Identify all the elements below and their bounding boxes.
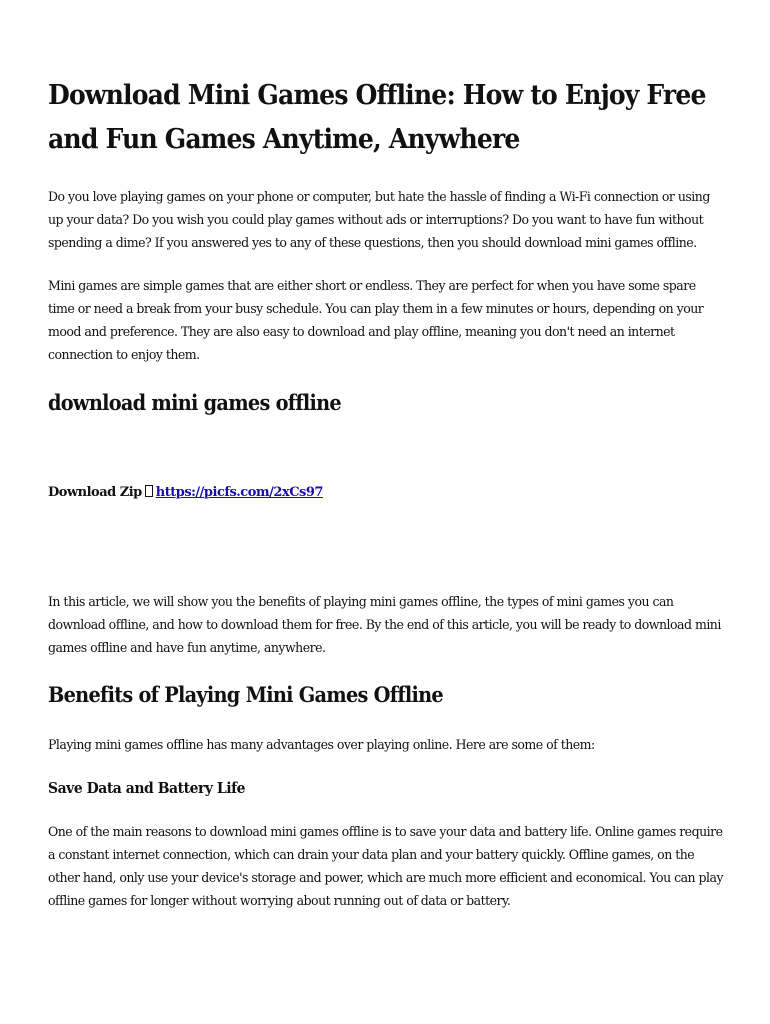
benefits-paragraph: Playing mini games offline has many advantages over playing online. Here are some of them: (48, 738, 595, 753)
save-data-heading: Save Data and Battery Life (48, 779, 246, 797)
download-line (48, 482, 323, 504)
article-title: Download Mini Games Offline: How to Enjoy Free and Fun Games Anytime, Anywhere (48, 80, 706, 155)
missing-glyph-icon (145, 485, 153, 497)
intro-paragraph-2: Mini games are simple games that are either short or endless. They are perfect for when you have some spare time or need a break from your busy schedule. You can play them in a few minutes or hours, depending on your mood and preference. They are also easy to download and play offline, meaning you don't need an internet connection to enjoy them. (48, 279, 704, 363)
download-link[interactable]: https://picfs.com/2xCs97 (155, 485, 323, 500)
save-data-paragraph: One of the main reasons to download mini games offline is to save your data and battery life. Online games require a constant internet connection, which can drain your data plan and your battery quickly. Offline games, on the other hand, only use your device's storage and power, which are much more efficient and economical. You can play offline games for longer without worrying about running out of data or battery. (48, 825, 724, 909)
download-label: Download Zip (48, 485, 142, 500)
benefits-heading: Benefits of Playing Mini Games Offline (48, 682, 443, 707)
keyword-heading: download mini games offline (48, 390, 341, 415)
intro-paragraph-1: Do you love playing games on your phone or computer, but hate the hassle of finding a Wi-Fi connection or using up your data? Do you wish you could play games without ads or interruptions? Do you want to have fun without spending a dime? If you answered yes to any of these questions, then you should download mini games offline. (48, 190, 710, 251)
article-overview-paragraph: In this article, we will show you the benefits of playing mini games offline, the types of mini games you can download offline, and how to download them for free. By the end of this article, you will be ready to download mini games offline and have fun anytime, anywhere. (48, 595, 721, 656)
